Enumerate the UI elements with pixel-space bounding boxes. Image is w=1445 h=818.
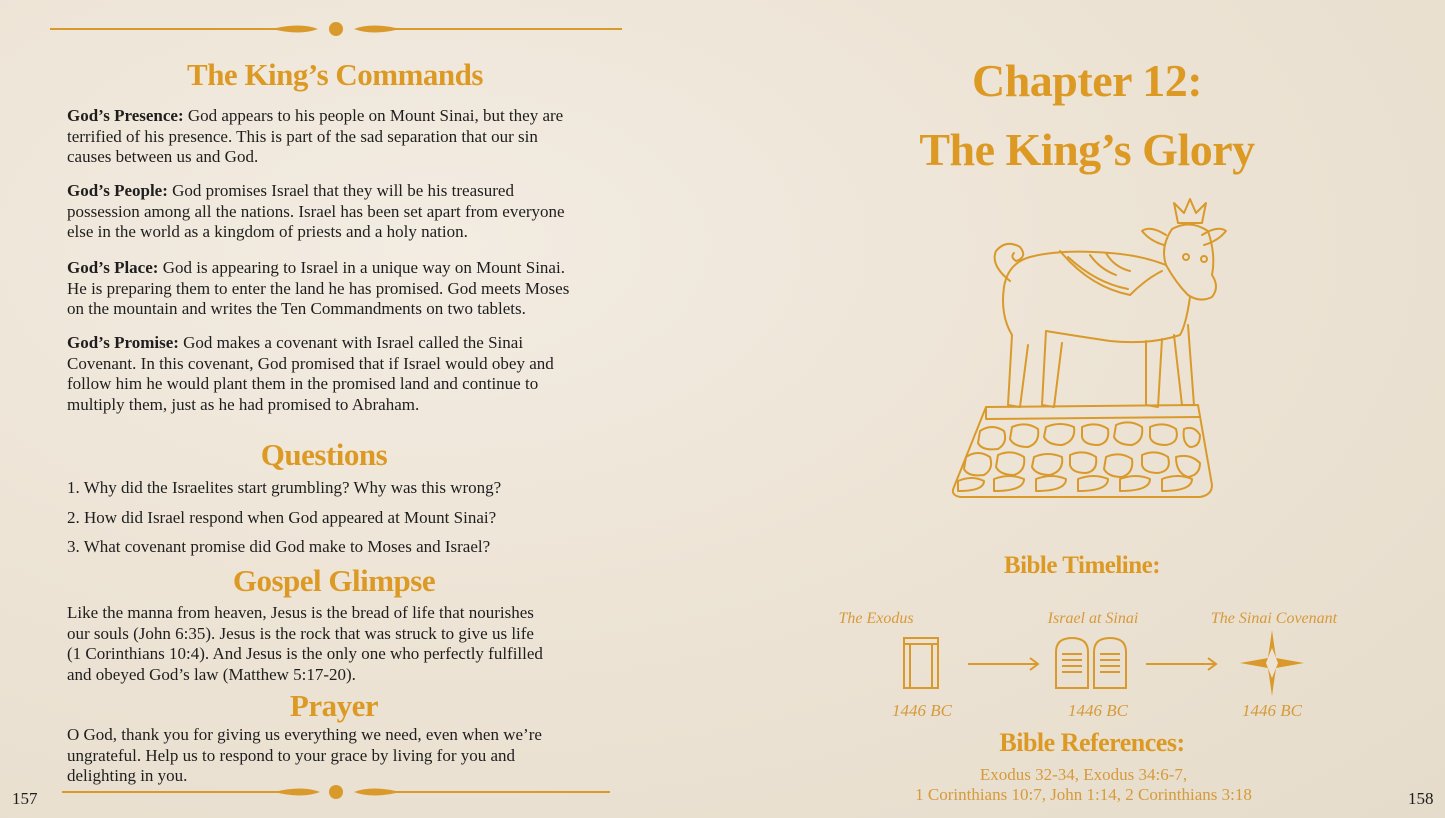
star-icon [1240, 630, 1304, 696]
timeline-arrow-icon [1144, 656, 1220, 672]
paragraph-text: God appears to his people on Mount Sinai, but they are [187, 106, 564, 125]
paragraph-label: God’s Presence: [67, 106, 184, 125]
bottom-divider-ornament [62, 781, 610, 803]
paragraph-text: possession among all the nations. Israel has been set apart from everyone [67, 201, 565, 221]
timeline-date-sinai: 1446 BC [1068, 701, 1128, 720]
paragraph-people [67, 181, 627, 243]
paragraph-text: on the mountain and writes the Ten Commandments on two tablets. [67, 299, 526, 318]
timeline-date-covenant: 1446 BC [1242, 701, 1302, 720]
timeline-date-exodus: 1446 BC [892, 701, 952, 720]
paragraph-text: else in the world as a kingdom of priests and a holy nation. [67, 222, 468, 241]
timeline-label-exodus: The Exodus [838, 610, 914, 627]
page-number-left: 157 [12, 789, 38, 808]
question-3: 3. What covenant promise did God make to Moses and Israel? [67, 537, 491, 556]
chapter-title-line2: The King’s Glory [919, 124, 1255, 175]
paragraph-text: terrified of his presence. This is part of the sad separation that our sin [67, 126, 538, 146]
section-heading-prayer: Prayer [289, 688, 379, 723]
paragraph-label: God’s Place: [67, 258, 159, 277]
prayer-line: delighting in you. [67, 766, 188, 785]
paragraph-label: God’s Promise: [67, 333, 179, 352]
gospel-line: (1 Corinthians 10:4). And Jesus is the only one who perfectly fulfilled [67, 644, 543, 663]
gospel-line: Like the manna from heaven, Jesus is the bread of life that nourishes [67, 603, 534, 622]
paragraph-label: God’s People: [67, 181, 168, 200]
top-divider-ornament [50, 18, 622, 40]
paragraph-text: He is preparing them to enter the land he has promised. God meets Moses [67, 278, 570, 298]
question-1: 1. Why did the Israelites start grumbling? Why was this wrong? [67, 478, 502, 497]
paragraph-text: follow him he would plant them in the promised land and continue to [67, 374, 539, 393]
doorway-icon [902, 636, 940, 690]
tablets-icon [1054, 636, 1128, 690]
paragraph-text: Covenant. In this covenant, God promised that if Israel would obey and [67, 353, 554, 373]
references-heading: Bible References: [999, 728, 1185, 757]
question-2: 2. How did Israel respond when God appeared at Mount Sinai? [67, 508, 497, 527]
paragraph-promise [67, 333, 627, 415]
gospel-line: and obeyed God’s law (Matthew 5:17-20). [67, 664, 356, 684]
prayer-paragraph [67, 725, 627, 787]
prayer-line: ungrateful. Help us to respond to your grace by living for you and [67, 745, 516, 765]
section-heading-gospel-glimpse: Gospel Glimpse [232, 563, 436, 598]
right-page [722, 0, 1445, 818]
paragraph-text: God is appearing to Israel in a unique way on Mount Sinai. [162, 258, 565, 277]
paragraph-place [67, 258, 637, 320]
gospel-paragraph [67, 603, 627, 685]
timeline-arrow-icon [966, 656, 1042, 672]
paragraph-text: God makes a covenant with Israel called the Sinai [183, 333, 524, 352]
golden-calf-illustration [950, 195, 1230, 507]
references-line-1: Exodus 32-34, Exodus 34:6-7, [979, 765, 1188, 784]
timeline-heading: Bible Timeline: [1003, 552, 1161, 579]
left-page [0, 0, 720, 818]
section-heading-kings-commands: The King’s Commands [187, 57, 483, 92]
paragraph-text: causes between us and God. [67, 147, 259, 166]
paragraph-presence [67, 106, 627, 168]
timeline-label-sinai: Israel at Sinai [1047, 610, 1139, 627]
prayer-line: O God, thank you for giving us everything we need, even when we’re [67, 725, 542, 744]
section-heading-questions: Questions [260, 437, 388, 472]
references-line-2: 1 Corinthians 10:7, John 1:14, 2 Corinthians 3:18 [915, 785, 1252, 804]
paragraph-text: God promises Israel that they will be his treasured [172, 181, 514, 200]
page-number-right: 158 [1408, 789, 1434, 808]
chapter-title-line1: Chapter 12: [971, 55, 1203, 106]
paragraph-text: multiply them, just as he had promised to Abraham. [67, 394, 420, 414]
gospel-line: our souls (John 6:35). Jesus is the rock that was struck to give us life [67, 623, 534, 643]
timeline-label-covenant: The Sinai Covenant [1210, 610, 1338, 627]
